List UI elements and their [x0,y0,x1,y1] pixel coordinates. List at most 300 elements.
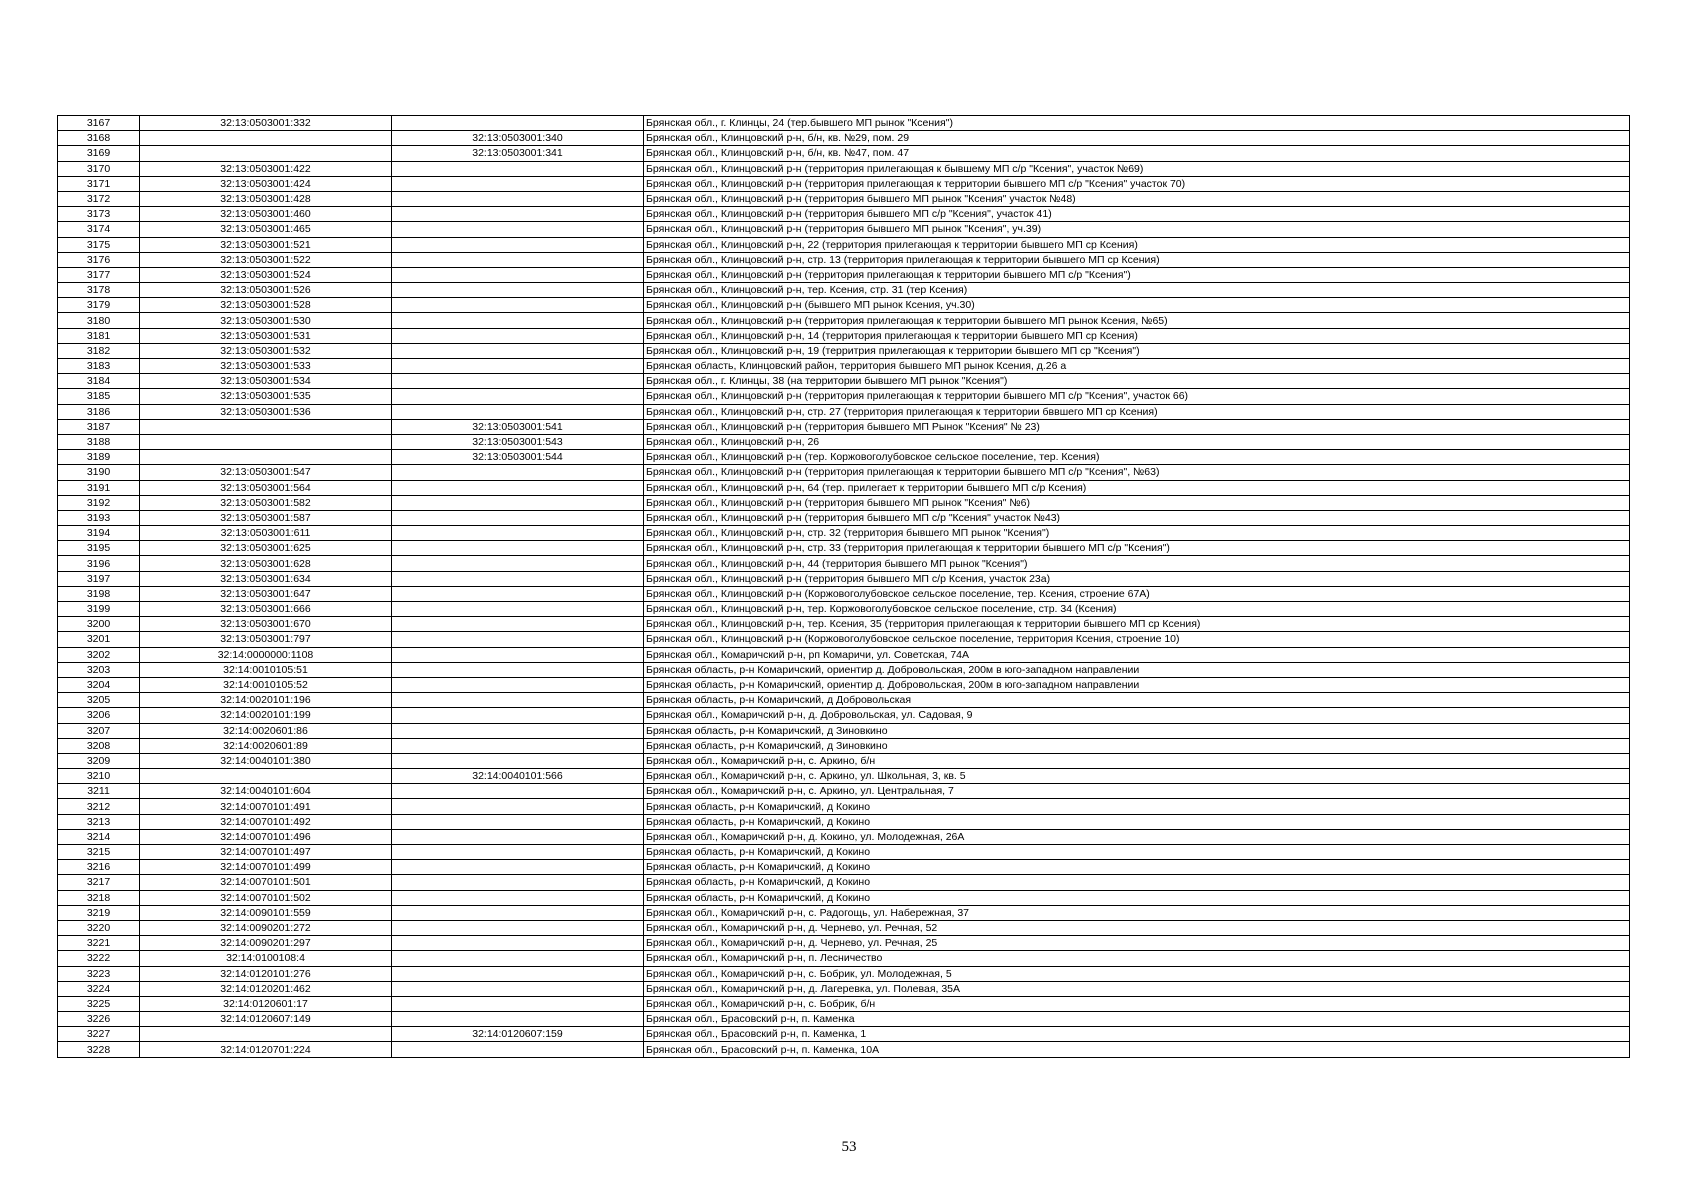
cadastral-number-cell: 32:14:0090201:297 [140,936,392,951]
row-number-cell: 3178 [58,283,140,298]
address-cell: Брянская обл., Клинцовский р-н, б/н, кв. №47, пом. 47 [644,146,1630,161]
row-number-cell: 3216 [58,860,140,875]
cadastral-number-cell: 32:14:0070101:496 [140,829,392,844]
table-row [58,708,1630,723]
cadastral-number-cell: 32:14:0010105:52 [140,677,392,692]
row-number-cell: 3204 [58,677,140,692]
cadastral-number-cell: 32:13:0503001:564 [140,480,392,495]
table-row [58,556,1630,571]
table-row [58,602,1630,617]
address-cell: Брянская обл., Клинцовский р-н, б/н, кв. №29, пом. 29 [644,131,1630,146]
row-number-cell: 3215 [58,845,140,860]
cadastral-number-alt-cell [392,845,644,860]
cadastral-number-cell [140,146,392,161]
cadastral-number-alt-cell [392,723,644,738]
cadastral-number-alt-cell [392,541,644,556]
cadastral-number-cell: 32:14:0020601:86 [140,723,392,738]
cadastral-number-alt-cell [392,860,644,875]
address-cell: Брянская область, р-н Комаричский, д Кокино [644,890,1630,905]
row-number-cell: 3212 [58,799,140,814]
address-cell: Брянская обл., Брасовский р-н, п. Каменка, 10А [644,1042,1630,1057]
address-cell: Брянская обл., Клинцовский р-н, 14 (территория прилегающая к территории бывшего МП ср Ксения) [644,328,1630,343]
cadastral-number-alt-cell: 32:13:0503001:543 [392,434,644,449]
row-number-cell: 3221 [58,936,140,951]
address-cell: Брянская обл., Комаричский р-н, с. Аркино, ул. Центральная, 7 [644,784,1630,799]
cadastral-number-cell: 32:13:0503001:534 [140,374,392,389]
cadastral-number-cell: 32:13:0503001:634 [140,571,392,586]
address-cell: Брянская область, р-н Комаричский, д Кокино [644,814,1630,829]
cadastral-number-cell: 32:13:0503001:625 [140,541,392,556]
address-cell: Брянская обл., Клинцовский р-н (территория прилегающая к бывшему МП с/р "Ксения", участок №69) [644,161,1630,176]
table-row [58,328,1630,343]
address-cell: Брянская обл., Клинцовский р-н (бывшего МП рынок Ксения, уч.30) [644,298,1630,313]
cadastral-number-alt-cell [392,693,644,708]
cadastral-number-alt-cell [392,617,644,632]
table-row [58,510,1630,525]
cadastral-number-alt-cell [392,556,644,571]
cadastral-number-cell: 32:13:0503001:535 [140,389,392,404]
cadastral-number-cell [140,131,392,146]
table-row [58,784,1630,799]
cadastral-number-alt-cell [392,267,644,282]
table-row [58,252,1630,267]
cadastral-number-cell: 32:13:0503001:528 [140,298,392,313]
cadastral-number-alt-cell [392,328,644,343]
cadastral-number-alt-cell [392,875,644,890]
table-row [58,222,1630,237]
row-number-cell: 3227 [58,1027,140,1042]
cadastral-number-alt-cell: 32:14:0040101:566 [392,769,644,784]
address-cell: Брянская обл., Комаричский р-н, д. Добровольская, ул. Садовая, 9 [644,708,1630,723]
address-cell: Брянская обл., Клинцовский р-н, стр. 33 (территория прилегающая к территории бывшего МП с/р "Ксения") [644,541,1630,556]
address-cell: Брянская область, Клинцовский район, территория бывшего МП рынок Ксения, д.26 а [644,359,1630,374]
row-number-cell: 3175 [58,237,140,252]
cadastral-number-cell: 32:13:0503001:582 [140,495,392,510]
table-row [58,161,1630,176]
cadastral-number-alt-cell [392,799,644,814]
row-number-cell: 3189 [58,450,140,465]
row-number-cell: 3205 [58,693,140,708]
table-row [58,693,1630,708]
address-cell: Брянская обл., Клинцовский р-н, 64 (тер. прилегает к территории бывшего МП с/р Ксения) [644,480,1630,495]
row-number-cell: 3185 [58,389,140,404]
table-row [58,1042,1630,1057]
address-cell: Брянская обл., Клинцовский р-н (территория прилегающая к территории бывшего МП с/р "Ксения" участок 70) [644,176,1630,191]
cadastral-number-cell: 32:13:0503001:587 [140,510,392,525]
row-number-cell: 3182 [58,343,140,358]
address-cell: Брянская обл., Комаричский р-н, с. Бобрик, б/н [644,996,1630,1011]
row-number-cell: 3209 [58,753,140,768]
table-row [58,951,1630,966]
row-number-cell: 3171 [58,176,140,191]
cadastral-number-cell: 32:13:0503001:521 [140,237,392,252]
cadastral-number-cell: 32:14:0070101:502 [140,890,392,905]
address-cell: Брянская обл., Клинцовский р-н (территория прилегающая к территории бывшего МП с/р "Ксения") [644,267,1630,282]
table-row [58,860,1630,875]
cadastral-number-cell: 32:14:0000000:1108 [140,647,392,662]
cadastral-number-alt-cell: 32:13:0503001:544 [392,450,644,465]
address-cell: Брянская обл., Клинцовский р-н, 22 (территория прилегающая к территории бывшего МП ср Ксения) [644,237,1630,252]
row-number-cell: 3177 [58,267,140,282]
address-cell: Брянская обл., Клинцовский р-н (территория бывшего МП рынок "Ксения" участок №48) [644,191,1630,206]
address-cell: Брянская область, р-н Комаричский, д Добровольская [644,693,1630,708]
cadastral-number-cell: 32:13:0503001:531 [140,328,392,343]
row-number-cell: 3179 [58,298,140,313]
table-row [58,647,1630,662]
cadastral-number-alt-cell [392,708,644,723]
address-cell: Брянская обл., Клинцовский р-н, стр. 32 (территория бывшего МП рынок "Ксения") [644,526,1630,541]
cadastral-number-alt-cell [392,981,644,996]
cadastral-number-cell: 32:13:0503001:628 [140,556,392,571]
address-cell: Брянская обл., Брасовский р-н, п. Каменка [644,1012,1630,1027]
cadastral-number-alt-cell [392,890,644,905]
cadastral-number-alt-cell [392,571,644,586]
row-number-cell: 3167 [58,116,140,131]
row-number-cell: 3197 [58,571,140,586]
table-row [58,389,1630,404]
address-cell: Брянская область, р-н Комаричский, ориентир д. Добровольская, 200м в юго-западном направлении [644,677,1630,692]
table-row [58,571,1630,586]
cadastral-number-alt-cell [392,951,644,966]
table-row [58,1027,1630,1042]
table-row [58,799,1630,814]
cadastral-number-alt-cell [392,176,644,191]
row-number-cell: 3222 [58,951,140,966]
table-row [58,434,1630,449]
row-number-cell: 3186 [58,404,140,419]
row-number-cell: 3226 [58,1012,140,1027]
cadastral-number-cell: 32:13:0503001:522 [140,252,392,267]
table-row [58,131,1630,146]
address-cell: Брянская обл., Комаричский р-н, д. Чернево, ул. Речная, 25 [644,936,1630,951]
cadastral-number-alt-cell [392,632,644,647]
cadastral-number-cell: 32:13:0503001:332 [140,116,392,131]
table-row [58,298,1630,313]
cadastral-number-cell: 32:14:0120601:17 [140,996,392,1011]
cadastral-number-alt-cell [392,647,644,662]
cadastral-number-alt-cell [392,343,644,358]
cadastral-number-cell: 32:14:0090201:272 [140,920,392,935]
cadastral-number-cell [140,1027,392,1042]
table-row [58,905,1630,920]
address-cell: Брянская область, р-н Комаричский, д Кокино [644,799,1630,814]
cadastral-number-alt-cell [392,252,644,267]
address-cell: Брянская обл., Комаричский р-н, д. Чернево, ул. Речная, 52 [644,920,1630,935]
address-cell: Брянская обл., Комаричский р-н, с. Радогощь, ул. Набережная, 37 [644,905,1630,920]
address-cell: Брянская обл., Клинцовский р-н, тер. Ксения, стр. 31 (тер Ксения) [644,283,1630,298]
address-cell: Брянская обл., Клинцовский р-н (территория бывшего МП рынок "Ксения", уч.39) [644,222,1630,237]
table-row [58,981,1630,996]
table-row [58,829,1630,844]
cadastral-number-alt-cell: 32:14:0120607:159 [392,1027,644,1042]
cadastral-number-alt-cell [392,996,644,1011]
row-number-cell: 3187 [58,419,140,434]
cadastral-number-alt-cell [392,936,644,951]
cadastral-number-cell: 32:13:0503001:666 [140,602,392,617]
cadastral-number-alt-cell [392,602,644,617]
row-number-cell: 3192 [58,495,140,510]
cadastral-number-alt-cell [392,374,644,389]
address-cell: Брянская область, р-н Комаричский, д Кокино [644,860,1630,875]
cadastral-number-alt-cell [392,829,644,844]
table-row [58,495,1630,510]
address-cell: Брянская область, р-н Комаричский, д Зиновкино [644,738,1630,753]
cadastral-number-alt-cell [392,389,644,404]
address-cell: Брянская обл., Клинцовский р-н, стр. 13 (территория прилегающая к территории бывшего МП ср Ксения) [644,252,1630,267]
cadastral-number-alt-cell [392,905,644,920]
address-cell: Брянская обл., Клинцовский р-н (территория бывшего МП с/р "Ксения" участок №43) [644,510,1630,525]
table-row [58,541,1630,556]
cadastral-number-alt-cell [392,191,644,206]
page-number: 53 [841,1139,857,1155]
row-number-cell: 3173 [58,207,140,222]
cadastral-number-alt-cell [392,359,644,374]
cadastral-number-alt-cell [392,116,644,131]
address-cell: Брянская обл., Клинцовский р-н, тер. Ксения, 35 (территория прилегающая к территории бывшего МП ср Ксения) [644,617,1630,632]
row-number-cell: 3194 [58,526,140,541]
address-cell: Брянская обл., Комаричский р-н, с. Бобрик, ул. Молодежная, 5 [644,966,1630,981]
cadastral-number-alt-cell [392,313,644,328]
table-row [58,313,1630,328]
address-cell: Брянская обл., Клинцовский р-н, стр. 27 (территория прилегающая к территории бввшего МП ср Ксения) [644,404,1630,419]
cadastral-number-alt-cell [392,510,644,525]
table-row [58,450,1630,465]
cadastral-number-alt-cell [392,207,644,222]
cadastral-number-cell [140,450,392,465]
address-cell: Брянская обл., Комаричский р-н, с. Аркино, ул. Школьная, 3, кв. 5 [644,769,1630,784]
table-row [58,875,1630,890]
address-cell: Брянская обл., Клинцовский р-н (территория бывшего МП Рынок "Ксения" № 23) [644,419,1630,434]
address-cell: Брянская обл., Клинцовский р-н (Коржовоголубовское сельское поселение, тер. Ксения, строение 67А) [644,586,1630,601]
cadastral-number-cell: 32:14:0010105:51 [140,662,392,677]
cadastral-number-cell: 32:14:0070101:499 [140,860,392,875]
table-row [58,586,1630,601]
row-number-cell: 3225 [58,996,140,1011]
table-row [58,283,1630,298]
row-number-cell: 3184 [58,374,140,389]
cadastral-number-cell: 32:14:0100108:4 [140,951,392,966]
address-cell: Брянская область, р-н Комаричский, ориентир д. Добровольская, 200м в юго-западном направлении [644,662,1630,677]
cadastral-number-cell: 32:13:0503001:533 [140,359,392,374]
address-cell: Брянская обл., Клинцовский р-н (территория прилегающая к территории бывшего МП с/р "Ксения", участок 66) [644,389,1630,404]
table-row [58,207,1630,222]
address-cell: Брянская область, р-н Комаричский, д Зиновкино [644,723,1630,738]
cadastral-number-alt-cell [392,784,644,799]
row-number-cell: 3170 [58,161,140,176]
address-cell: Брянская обл., Клинцовский р-н, 19 (территрия прилегающая к территории бывшего МП ср "Ксения") [644,343,1630,358]
row-number-cell: 3214 [58,829,140,844]
table-row [58,920,1630,935]
row-number-cell: 3202 [58,647,140,662]
row-number-cell: 3199 [58,602,140,617]
row-number-cell: 3174 [58,222,140,237]
table-row [58,176,1630,191]
address-cell: Брянская обл., Комаричский р-н, п. Лесничество [644,951,1630,966]
table-row [58,723,1630,738]
cadastral-number-cell: 32:13:0503001:547 [140,465,392,480]
cadastral-number-cell: 32:14:0120607:149 [140,1012,392,1027]
cadastral-number-cell: 32:13:0503001:465 [140,222,392,237]
cadastral-number-cell: 32:13:0503001:460 [140,207,392,222]
cadastral-number-cell: 32:14:0120701:224 [140,1042,392,1057]
address-cell: Брянская обл., г. Клинцы, 38 (на территории бывшего МП рынок "Ксения") [644,374,1630,389]
cadastral-number-cell: 32:13:0503001:424 [140,176,392,191]
row-number-cell: 3210 [58,769,140,784]
cadastral-number-cell: 32:14:0070101:501 [140,875,392,890]
row-number-cell: 3180 [58,313,140,328]
row-number-cell: 3223 [58,966,140,981]
table-row [58,146,1630,161]
table-row [58,480,1630,495]
cadastral-number-alt-cell [392,920,644,935]
table-row [58,617,1630,632]
row-number-cell: 3193 [58,510,140,525]
cadastral-number-alt-cell [392,480,644,495]
row-number-cell: 3208 [58,738,140,753]
row-number-cell: 3218 [58,890,140,905]
address-cell: Брянская обл., Комаричский р-н, д. Кокино, ул. Молодежная, 26А [644,829,1630,844]
row-number-cell: 3176 [58,252,140,267]
row-number-cell: 3203 [58,662,140,677]
property-table [57,115,1630,1058]
cadastral-number-alt-cell [392,526,644,541]
address-cell: Брянская обл., Клинцовский р-н (территория прилегающая к территории бывшего МП рынок Ксения, №65) [644,313,1630,328]
row-number-cell: 3213 [58,814,140,829]
cadastral-number-alt-cell [392,237,644,252]
address-cell: Брянская обл., Клинцовский р-н (территория бывшего МП рынок "Ксения" №6) [644,495,1630,510]
row-number-cell: 3169 [58,146,140,161]
cadastral-number-cell: 32:13:0503001:532 [140,343,392,358]
row-number-cell: 3207 [58,723,140,738]
address-cell: Брянская обл., Клинцовский р-н, 44 (территория бывшего МП рынок "Ксения") [644,556,1630,571]
row-number-cell: 3200 [58,617,140,632]
cadastral-number-cell [140,434,392,449]
cadastral-number-alt-cell [392,586,644,601]
row-number-cell: 3228 [58,1042,140,1057]
cadastral-number-alt-cell [392,283,644,298]
table-row [58,936,1630,951]
address-cell: Брянская область, р-н Комаричский, д Кокино [644,875,1630,890]
table-row [58,404,1630,419]
table-row [58,1012,1630,1027]
row-number-cell: 3172 [58,191,140,206]
cadastral-number-cell: 32:14:0120101:276 [140,966,392,981]
row-number-cell: 3190 [58,465,140,480]
cadastral-number-cell: 32:13:0503001:422 [140,161,392,176]
cadastral-number-cell: 32:14:0120201:462 [140,981,392,996]
cadastral-number-cell: 32:13:0503001:611 [140,526,392,541]
address-cell: Брянская обл., Клинцовский р-н (тер. Коржовоголубовское сельское поселение, тер. Ксения) [644,450,1630,465]
cadastral-number-alt-cell [392,662,644,677]
address-cell: Брянская обл., Комаричский р-н, д. Лагеревка, ул. Полевая, 35А [644,981,1630,996]
table-row [58,343,1630,358]
cadastral-number-cell: 32:13:0503001:670 [140,617,392,632]
row-number-cell: 3188 [58,434,140,449]
cadastral-number-alt-cell: 32:13:0503001:340 [392,131,644,146]
cadastral-number-cell: 32:13:0503001:647 [140,586,392,601]
table-row [58,191,1630,206]
cadastral-number-alt-cell [392,404,644,419]
cadastral-number-alt-cell: 32:13:0503001:341 [392,146,644,161]
cadastral-number-cell: 32:13:0503001:530 [140,313,392,328]
table-row [58,677,1630,692]
cadastral-number-cell [140,419,392,434]
cadastral-number-alt-cell [392,814,644,829]
table-row [58,116,1630,131]
cadastral-number-cell: 32:14:0020601:89 [140,738,392,753]
cadastral-number-alt-cell [392,222,644,237]
row-number-cell: 3219 [58,905,140,920]
cadastral-number-cell: 32:14:0020101:196 [140,693,392,708]
row-number-cell: 3224 [58,981,140,996]
table-body [58,116,1630,1058]
table-row [58,632,1630,647]
cadastral-number-alt-cell [392,161,644,176]
row-number-cell: 3220 [58,920,140,935]
cadastral-number-cell: 32:13:0503001:536 [140,404,392,419]
address-cell: Брянская обл., Комаричский р-н, рп Комаричи, ул. Советская, 74А [644,647,1630,662]
address-cell: Брянская обл., Комаричский р-н, с. Аркино, б/н [644,753,1630,768]
table-row [58,966,1630,981]
address-cell: Брянская обл., Клинцовский р-н (территория бывшего МП с/р "Ксения", участок 41) [644,207,1630,222]
address-cell: Брянская обл., Клинцовский р-н, 26 [644,434,1630,449]
address-cell: Брянская область, р-н Комаричский, д Кокино [644,845,1630,860]
address-cell: Брянская обл., г. Клинцы, 24 (тер.бывшего МП рынок "Ксения") [644,116,1630,131]
row-number-cell: 3181 [58,328,140,343]
address-cell: Брянская обл., Клинцовский р-н, тер. Коржовоголубовское сельское поселение, стр. 34 (Ксения) [644,602,1630,617]
cadastral-number-alt-cell [392,753,644,768]
cadastral-number-alt-cell [392,966,644,981]
table-row [58,996,1630,1011]
row-number-cell: 3217 [58,875,140,890]
row-number-cell: 3206 [58,708,140,723]
address-cell: Брянская обл., Клинцовский р-н (Коржовоголубовское сельское поселение, территория Ксения, строение 10) [644,632,1630,647]
address-cell: Брянская обл., Клинцовский р-н (территория бывшего МП с/р Ксения, участок 23а) [644,571,1630,586]
table-row [58,419,1630,434]
cadastral-number-cell: 32:14:0040101:604 [140,784,392,799]
cadastral-number-alt-cell [392,677,644,692]
cadastral-number-cell: 32:13:0503001:797 [140,632,392,647]
table-row [58,738,1630,753]
row-number-cell: 3168 [58,131,140,146]
table-row [58,662,1630,677]
row-number-cell: 3211 [58,784,140,799]
cadastral-number-cell [140,769,392,784]
table-row [58,526,1630,541]
cadastral-number-cell: 32:13:0503001:428 [140,191,392,206]
cadastral-number-alt-cell [392,1042,644,1057]
cadastral-number-alt-cell [392,1012,644,1027]
cadastral-number-cell: 32:14:0020101:199 [140,708,392,723]
table-row [58,769,1630,784]
table-row [58,267,1630,282]
cadastral-number-cell: 32:13:0503001:526 [140,283,392,298]
cadastral-number-alt-cell [392,298,644,313]
cadastral-number-cell: 32:14:0070101:491 [140,799,392,814]
cadastral-number-cell: 32:14:0090101:559 [140,905,392,920]
cadastral-number-cell: 32:13:0503001:524 [140,267,392,282]
cadastral-number-alt-cell [392,738,644,753]
cadastral-number-cell: 32:14:0070101:492 [140,814,392,829]
row-number-cell: 3195 [58,541,140,556]
row-number-cell: 3196 [58,556,140,571]
row-number-cell: 3191 [58,480,140,495]
address-cell: Брянская обл., Клинцовский р-н (территория прилегающая к территории бывшего МП с/р "Ксения", №63) [644,465,1630,480]
row-number-cell: 3183 [58,359,140,374]
table-row [58,890,1630,905]
table-row [58,374,1630,389]
cadastral-number-cell: 32:14:0040101:380 [140,753,392,768]
